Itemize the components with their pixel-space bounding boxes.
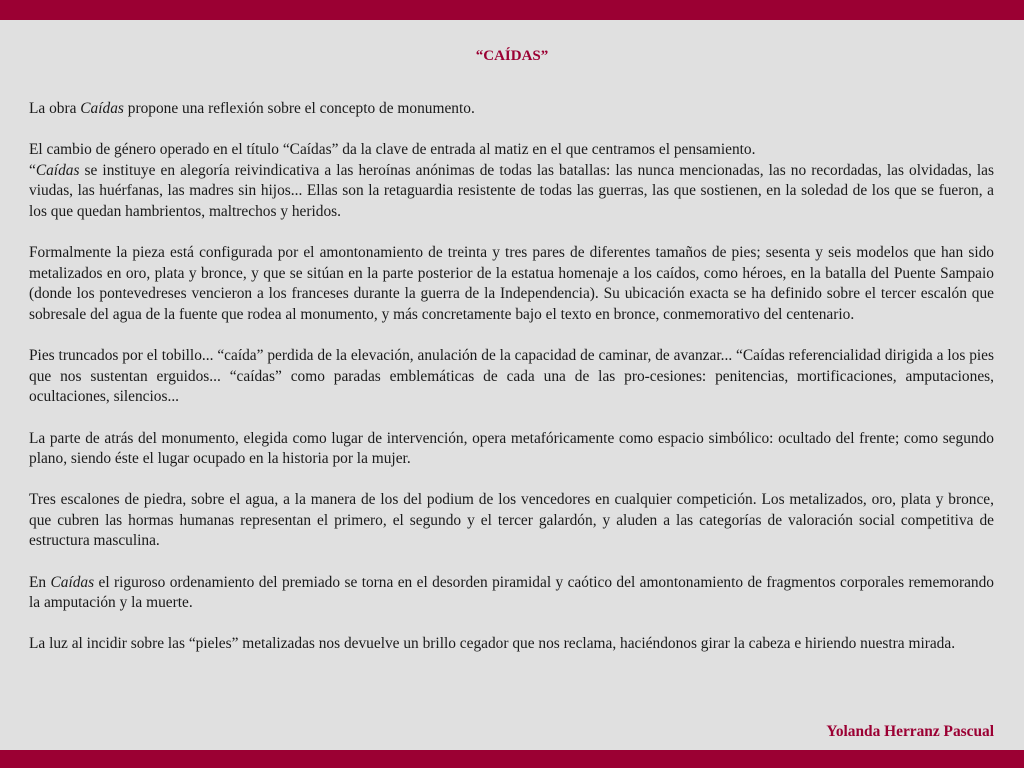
paragraph-light: La luz al incidir sobre las “pieles” metalizadas nos devuelve un brillo cegador que nos reclama, haciéndonos girar la cabeza e hiriendo nuestra mirada. (29, 635, 956, 653)
paragraph-spacer (29, 408, 994, 429)
intro-text-before: La obra (29, 100, 81, 117)
disorder-text-before: En (29, 573, 51, 591)
paragraph-truncated-feet: Pies truncados por el tobillo... “caída” perdida de la elevación, anulación de la capacidad de caminar, de avanzar... “Caídas referencialidad dirigida a los pies que nos sustentan erguidos... “caídas” como paradas emblemáticas de cada una de las pro-cesiones: penitencias, mortificaciones, amputaciones, ocultaciones, silencios... (29, 347, 994, 406)
paragraph-disorder (29, 573, 994, 614)
paragraph-allegory (29, 161, 994, 223)
author-signature: Yolanda Herranz Pascual (826, 723, 994, 740)
allegory-work-title: Caídas (35, 161, 80, 179)
intro-work-title: Caídas (80, 100, 124, 117)
paragraph-intro (29, 99, 994, 120)
disorder-text-after: el riguroso ordenamiento del premiado se torna en el desorden piramidal y caótico del amontonamiento de fragmentos corporales rememorando la amputación y la muerte. (29, 573, 994, 612)
paragraph-spacer (29, 614, 994, 635)
top-banner (0, 0, 1024, 20)
intro-text-after: propone una reflexión sobre el concepto de monumento. (123, 100, 475, 117)
article-body (29, 99, 994, 655)
paragraph-spacer (29, 470, 994, 491)
paragraph-gender-change: El cambio de género operado en el título “Caídas” da la clave de entrada al matiz en el que centramos el pensamiento. (29, 141, 756, 159)
disorder-work-title: Caídas (50, 573, 95, 591)
paragraph-spacer (29, 120, 994, 141)
paragraph-spacer (29, 223, 994, 244)
page-title: “CAÍDAS” (475, 48, 549, 64)
bottom-banner (0, 750, 1024, 768)
paragraph-spacer (29, 552, 994, 573)
paragraph-formal-description: Formalmente la pieza está configurada por el amontonamiento de treinta y tres pares de diferentes tamaños de pies; sesenta y seis modelos que han sido metalizados en oro, plata y bronce, y que se sitúan en la parte posterior de la estatua homenaje a los caídos, como héroes, en la batalla del Puente Sampaio (donde los pontevedreses vencieron a los franceses durante la guerra de la Independencia). Su ubicación exacta se ha definido sobre el tercer escalón que sobresale del agua de la fuente que rodea al monumento, y más concretamente bajo el texto en bronce, conmemorativo del centenario. (29, 244, 994, 323)
paragraph-spacer (29, 326, 994, 347)
allegory-open-quote: “ (29, 161, 36, 179)
paragraph-podium: Tres escalones de piedra, sobre el agua, a la manera de los del podium de los vencedores en cualquier competición. Los metalizados, oro, plata y bronce, que cubren las hormas humanas representan el primero, el segundo y el tercer galardón, y aluden a las categorías de valoración social competitiva de estructura masculina. (29, 491, 994, 550)
paragraph-monument-back: La parte de atrás del monumento, elegida como lugar de intervención, opera metafóricamente como espacio simbólico: ocultado del frente; como segundo plano, siendo éste el lugar ocupado en la historia por la mujer. (29, 429, 994, 468)
allegory-text: se instituye en alegoría reivindicativa a las heroínas anónimas de todas las batallas: las nunca mencionadas, las no recordadas, las olvidadas, las viudas, las huérfanas, las madres sin hijos... Ellas son la retaguardia resistente de todas las guerras, las que sostienen, en la soledad de los que se fueron, a los que quedan hambrientos, maltrechos y heridos. (29, 161, 994, 220)
